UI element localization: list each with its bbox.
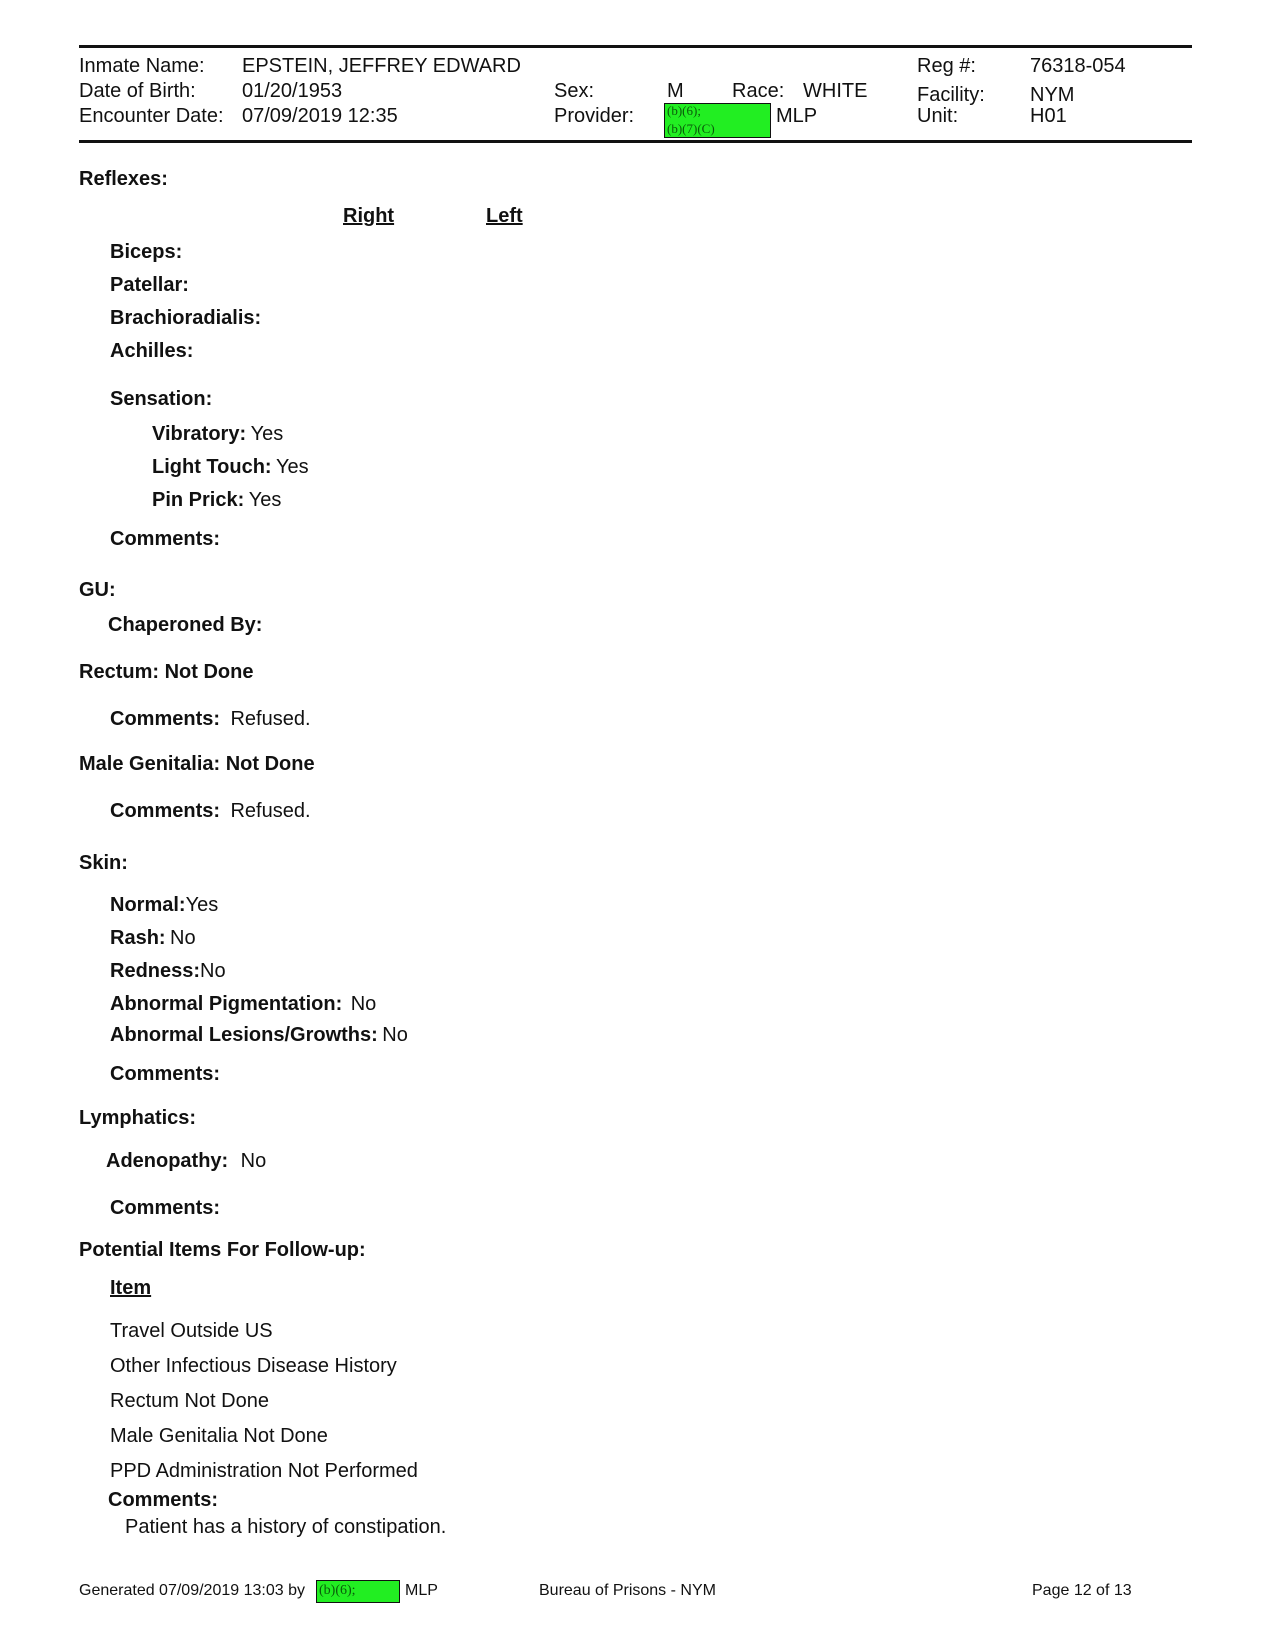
- reflex-brachioradialis-label: Brachioradialis:: [110, 307, 262, 329]
- skin-lesions-label: Abnormal Lesions/Growths:: [110, 1024, 378, 1046]
- male-genitalia-comments-value: Refused.: [230, 800, 311, 822]
- light-touch-label: Light Touch:: [152, 456, 272, 478]
- chaperoned-by-label: Chaperoned By:: [108, 614, 263, 636]
- facility-value: NYM: [1030, 84, 1075, 106]
- skin-normal-label: Normal:: [110, 894, 186, 916]
- gu-title: GU:: [79, 579, 116, 601]
- sex-label: Sex:: [554, 80, 595, 102]
- pin-prick-row: [152, 489, 281, 512]
- reflex-biceps-label: Biceps:: [110, 241, 183, 263]
- skin-redness-row: [110, 960, 226, 983]
- pin-prick-value: Yes: [248, 489, 282, 511]
- followup-item: Travel Outside US: [110, 1320, 273, 1342]
- followup-item: Other Infectious Disease History: [110, 1355, 397, 1377]
- provider-label: Provider:: [554, 105, 635, 127]
- encounter-date-label: Encounter Date:: [79, 105, 224, 127]
- male-genitalia-title: Male Genitalia: Not Done: [79, 753, 315, 775]
- provider-title: MLP: [776, 105, 818, 127]
- rectum-comments-label: Comments:: [110, 708, 221, 730]
- dob-value: 01/20/1953: [242, 80, 343, 102]
- followup-item-header: Item: [110, 1277, 152, 1299]
- header-top-rule: [79, 45, 1192, 48]
- light-touch-row: [152, 456, 309, 479]
- light-touch-value: Yes: [276, 456, 309, 478]
- skin-lesions-value: No: [382, 1024, 408, 1046]
- adenopathy-value: No: [240, 1150, 267, 1172]
- male-genitalia-comments-row: [110, 800, 311, 823]
- followup-item: Rectum Not Done: [110, 1390, 269, 1412]
- inmate-name-value: EPSTEIN, JEFFREY EDWARD: [242, 55, 521, 77]
- skin-pigmentation-value: No: [350, 993, 377, 1015]
- skin-rash-label: Rash:: [110, 927, 166, 949]
- skin-pigmentation-row: [110, 993, 376, 1016]
- provider-redaction-line2: (b)(7)(C): [667, 121, 715, 136]
- skin-rash-row: [110, 927, 196, 950]
- race-value: WHITE: [803, 80, 868, 102]
- followup-title: Potential Items For Follow-up:: [79, 1239, 366, 1261]
- race-label: Race:: [732, 80, 785, 102]
- header-bottom-rule: [79, 140, 1192, 143]
- skin-pigmentation-label: Abnormal Pigmentation:: [110, 993, 343, 1015]
- followup-item: Male Genitalia Not Done: [110, 1425, 328, 1447]
- vibratory-label: Vibratory:: [152, 423, 247, 445]
- skin-normal-value: Yes: [185, 894, 219, 916]
- facility-label: Facility:: [917, 84, 985, 106]
- footer-agency: Bureau of Prisons - NYM: [539, 1582, 716, 1599]
- encounter-date-value: 07/09/2019 12:35: [242, 105, 398, 127]
- rectum-comments-value: Refused.: [230, 708, 311, 730]
- rectum-comments-row: [110, 708, 311, 731]
- adenopathy-row: [106, 1150, 266, 1173]
- reg-label: Reg #:: [917, 55, 976, 77]
- provider-redaction: [664, 103, 771, 138]
- reflex-achilles-label: Achilles:: [110, 340, 194, 362]
- footer-page-number: Page 12 of 13: [1032, 1582, 1132, 1599]
- unit-value: H01: [1030, 105, 1067, 127]
- skin-redness-label: Redness:: [110, 960, 201, 982]
- footer-redaction: (b)(6);: [316, 1580, 400, 1603]
- reflexes-col-left: Left: [486, 205, 523, 227]
- skin-rash-value: No: [170, 927, 196, 949]
- skin-normal-row: [110, 894, 218, 917]
- reflex-patellar-label: Patellar:: [110, 274, 189, 296]
- male-genitalia-comments-label: Comments:: [110, 800, 221, 822]
- skin-redness-value: No: [200, 960, 226, 982]
- skin-comments-label: Comments:: [110, 1063, 221, 1085]
- rectum-title: Rectum: Not Done: [79, 661, 254, 683]
- provider-redaction-line1: (b)(6);: [667, 103, 701, 118]
- skin-lesions-row: [110, 1024, 408, 1047]
- vibratory-row: [152, 423, 283, 446]
- pin-prick-label: Pin Prick:: [152, 489, 245, 511]
- sensation-comments-label: Comments:: [110, 528, 221, 550]
- reflexes-col-right: Right: [343, 205, 395, 227]
- footer-generated-title: MLP: [405, 1582, 438, 1599]
- followup-comments-label: Comments:: [108, 1489, 219, 1511]
- footer-generated: Generated 07/09/2019 13:03 by: [79, 1582, 305, 1599]
- sensation-title: Sensation:: [110, 388, 213, 410]
- followup-comments-value: Patient has a history of constipation.: [125, 1516, 447, 1538]
- vibratory-value: Yes: [250, 423, 284, 445]
- skin-title: Skin:: [79, 852, 128, 874]
- adenopathy-label: Adenopathy:: [106, 1150, 229, 1172]
- reg-value: 76318-054: [1030, 55, 1126, 77]
- inmate-name-label: Inmate Name:: [79, 55, 205, 77]
- dob-label: Date of Birth:: [79, 80, 196, 102]
- reflexes-title: Reflexes:: [79, 168, 168, 190]
- unit-label: Unit:: [917, 105, 959, 127]
- followup-item: PPD Administration Not Performed: [110, 1460, 418, 1482]
- sex-value: M: [667, 80, 684, 102]
- lymphatics-title: Lymphatics:: [79, 1107, 197, 1129]
- lymphatics-comments-label: Comments:: [110, 1197, 221, 1219]
